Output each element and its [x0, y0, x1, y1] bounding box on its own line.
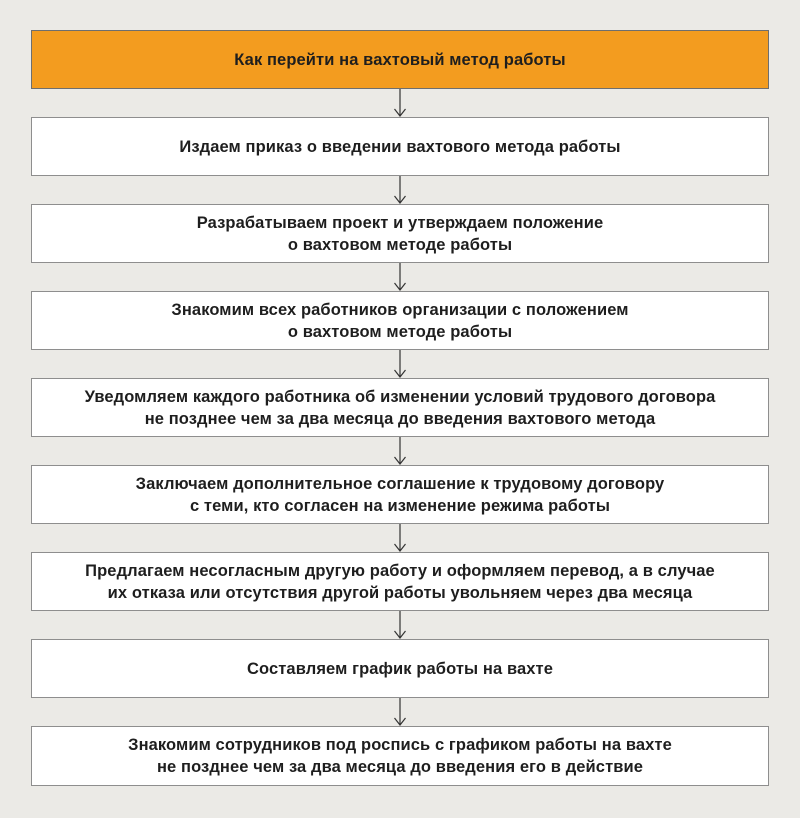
arrow-down-icon	[393, 524, 407, 552]
arrow-down-icon	[393, 437, 407, 465]
arrow-down-icon	[393, 350, 407, 378]
step-3-text: Знакомим всех работников организации с положением о вахтовом методе работы	[171, 300, 629, 341]
step-5-box	[31, 465, 769, 524]
arrow-down-icon	[393, 176, 407, 204]
step-3-box	[31, 291, 769, 350]
step-5-text: Заключаем дополнительное соглашение к трудовому договору с теми, кто согласен на изменение режима работы	[135, 474, 665, 515]
arrow-down-icon	[393, 89, 407, 117]
step-7-box	[31, 639, 769, 698]
step-6-text: Предлагаем несогласным другую работу и оформляем перевод, а в случае их отказа или отсутствия другой работы увольняем через два месяца	[85, 561, 715, 602]
arrow-down-icon	[393, 611, 407, 639]
step-4-text: Уведомляем каждого работника об изменении условий трудового договора не позднее чем за два месяца до введения вахтового метода	[84, 387, 716, 428]
step-6-box	[31, 552, 769, 611]
step-1-text: Издаем приказ о введении вахтового метода работы	[179, 137, 621, 156]
step-8-box	[31, 726, 769, 786]
step-8-text: Знакомим сотрудников под роспись с графиком работы на вахте не позднее чем за два месяца до введения его в действие	[128, 736, 672, 776]
step-2-text: Разрабатываем проект и утверждаем положение о вахтовом методе работы	[196, 213, 604, 254]
flowchart-title-box	[31, 30, 769, 89]
step-7-text: Составляем график работы на вахте	[247, 659, 553, 678]
arrow-down-icon	[393, 698, 407, 726]
flowchart-title: Как перейти на вахтовый метод работы	[234, 50, 566, 69]
arrow-down-icon	[393, 263, 407, 291]
step-4-box	[31, 378, 769, 437]
step-1-box	[31, 117, 769, 176]
step-2-box	[31, 204, 769, 263]
